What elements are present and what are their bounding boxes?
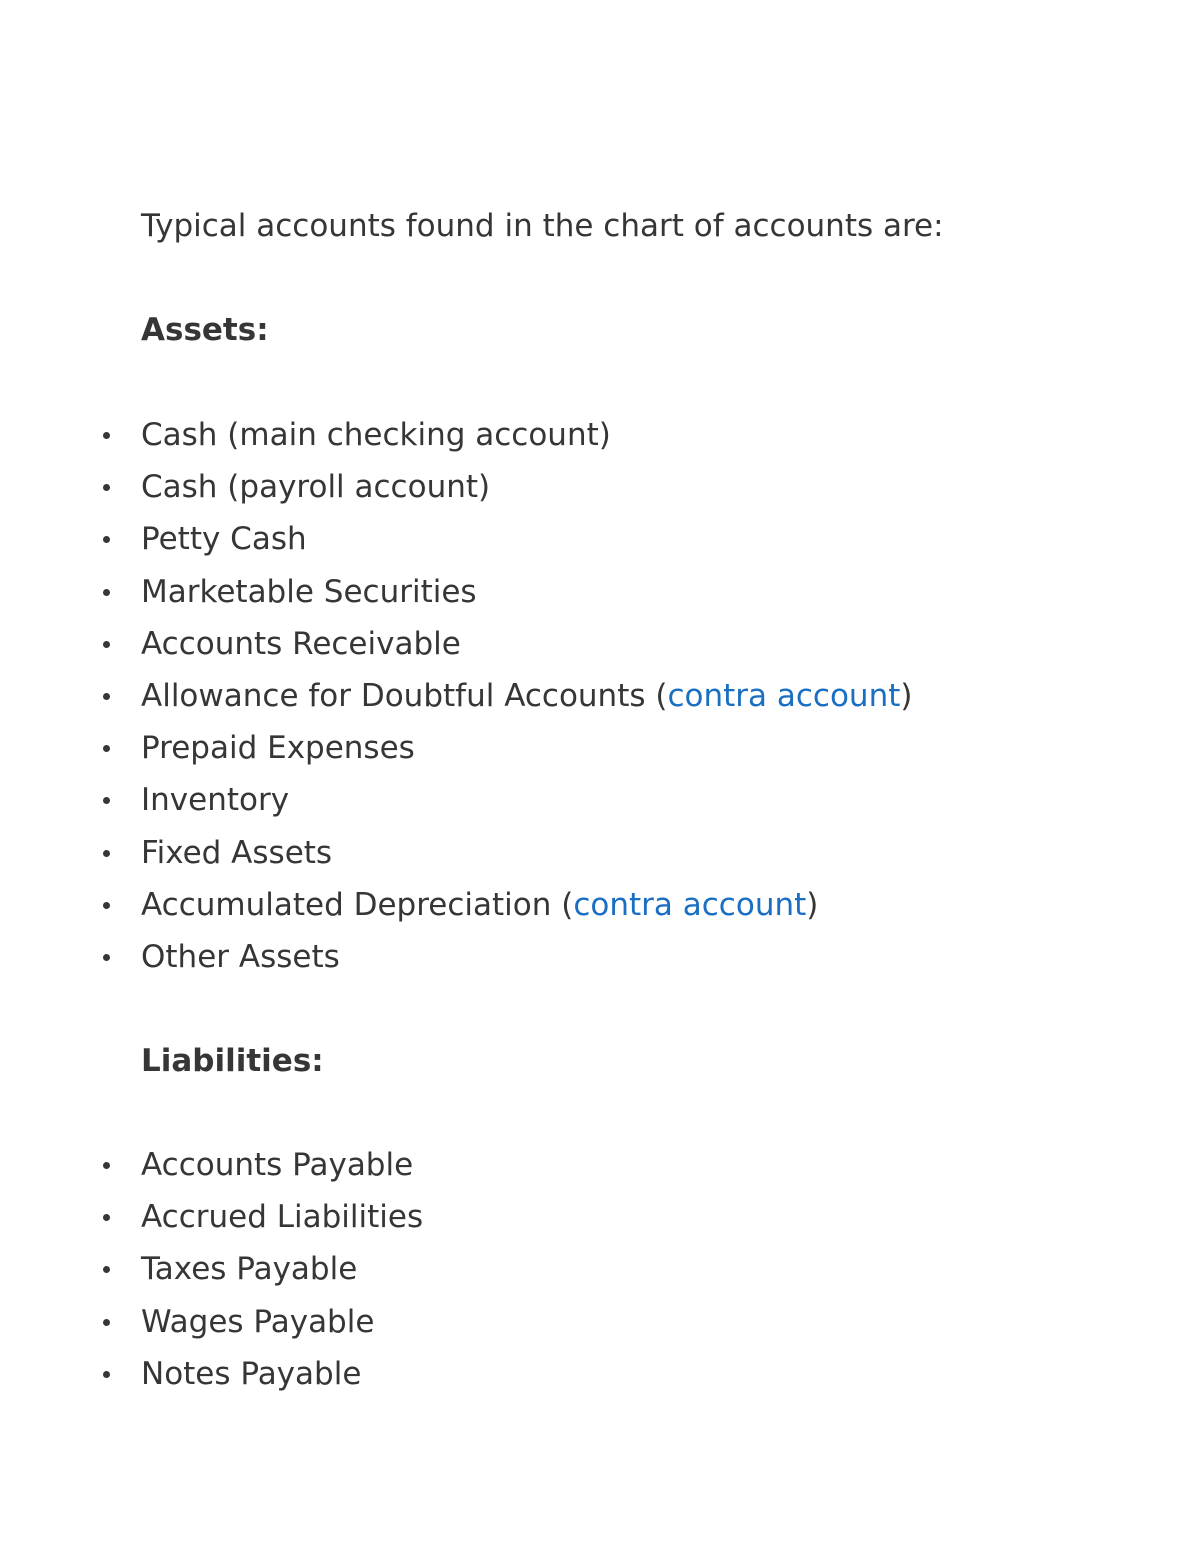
bullet-icon	[103, 745, 110, 752]
list-item-text	[141, 885, 818, 925]
list-item-suffix: )	[900, 677, 913, 714]
bullet-icon	[103, 797, 110, 804]
list-item-text: Petty Cash	[141, 521, 307, 558]
bullet-icon	[103, 536, 110, 543]
list-item-text: Accrued Liabilities	[141, 1199, 424, 1236]
list-item-prefix: Accumulated Depreciation (	[141, 886, 574, 923]
bullet-icon	[103, 1266, 110, 1273]
bullet-icon	[103, 1319, 110, 1326]
bullet-icon	[103, 641, 110, 648]
bullet-icon	[103, 850, 110, 857]
bullet-icon	[103, 484, 110, 491]
bullet-icon	[103, 589, 110, 596]
assets-heading: Assets:	[141, 312, 269, 348]
list-item-text: Other Assets	[141, 938, 340, 975]
bullet-icon	[103, 1214, 110, 1221]
bullet-icon	[103, 902, 110, 909]
list-item-text: Prepaid Expenses	[141, 730, 415, 767]
list-item-suffix: )	[806, 886, 819, 923]
list-item-prefix: Allowance for Doubtful Accounts (	[141, 677, 668, 714]
bullet-icon	[103, 693, 110, 700]
list-item-text: Accounts Payable	[141, 1147, 414, 1183]
bullet-icon	[103, 954, 110, 961]
bullet-icon	[103, 1162, 110, 1169]
list-item-text: Wages Payable	[141, 1303, 375, 1340]
list-item-text: Cash (payroll account)	[141, 469, 491, 506]
list-item-text: Inventory	[141, 782, 290, 819]
intro-text: Typical accounts found in the chart of accounts are:	[141, 208, 944, 244]
liabilities-heading: Liabilities:	[141, 1043, 324, 1079]
contra-account-link[interactable]: contra account	[573, 886, 807, 923]
list-item-text: Accounts Receivable	[141, 625, 461, 662]
contra-account-link[interactable]: contra account	[667, 677, 901, 714]
list-item-text: Taxes Payable	[141, 1251, 358, 1288]
bullet-icon	[103, 1371, 110, 1378]
list-item-text: Fixed Assets	[141, 834, 333, 871]
list-item-text	[141, 676, 913, 716]
list-item-text: Notes Payable	[141, 1355, 362, 1392]
bullet-icon	[103, 432, 110, 439]
list-item-text: Marketable Securities	[141, 573, 477, 610]
list-item-text: Cash (main checking account)	[141, 417, 611, 453]
